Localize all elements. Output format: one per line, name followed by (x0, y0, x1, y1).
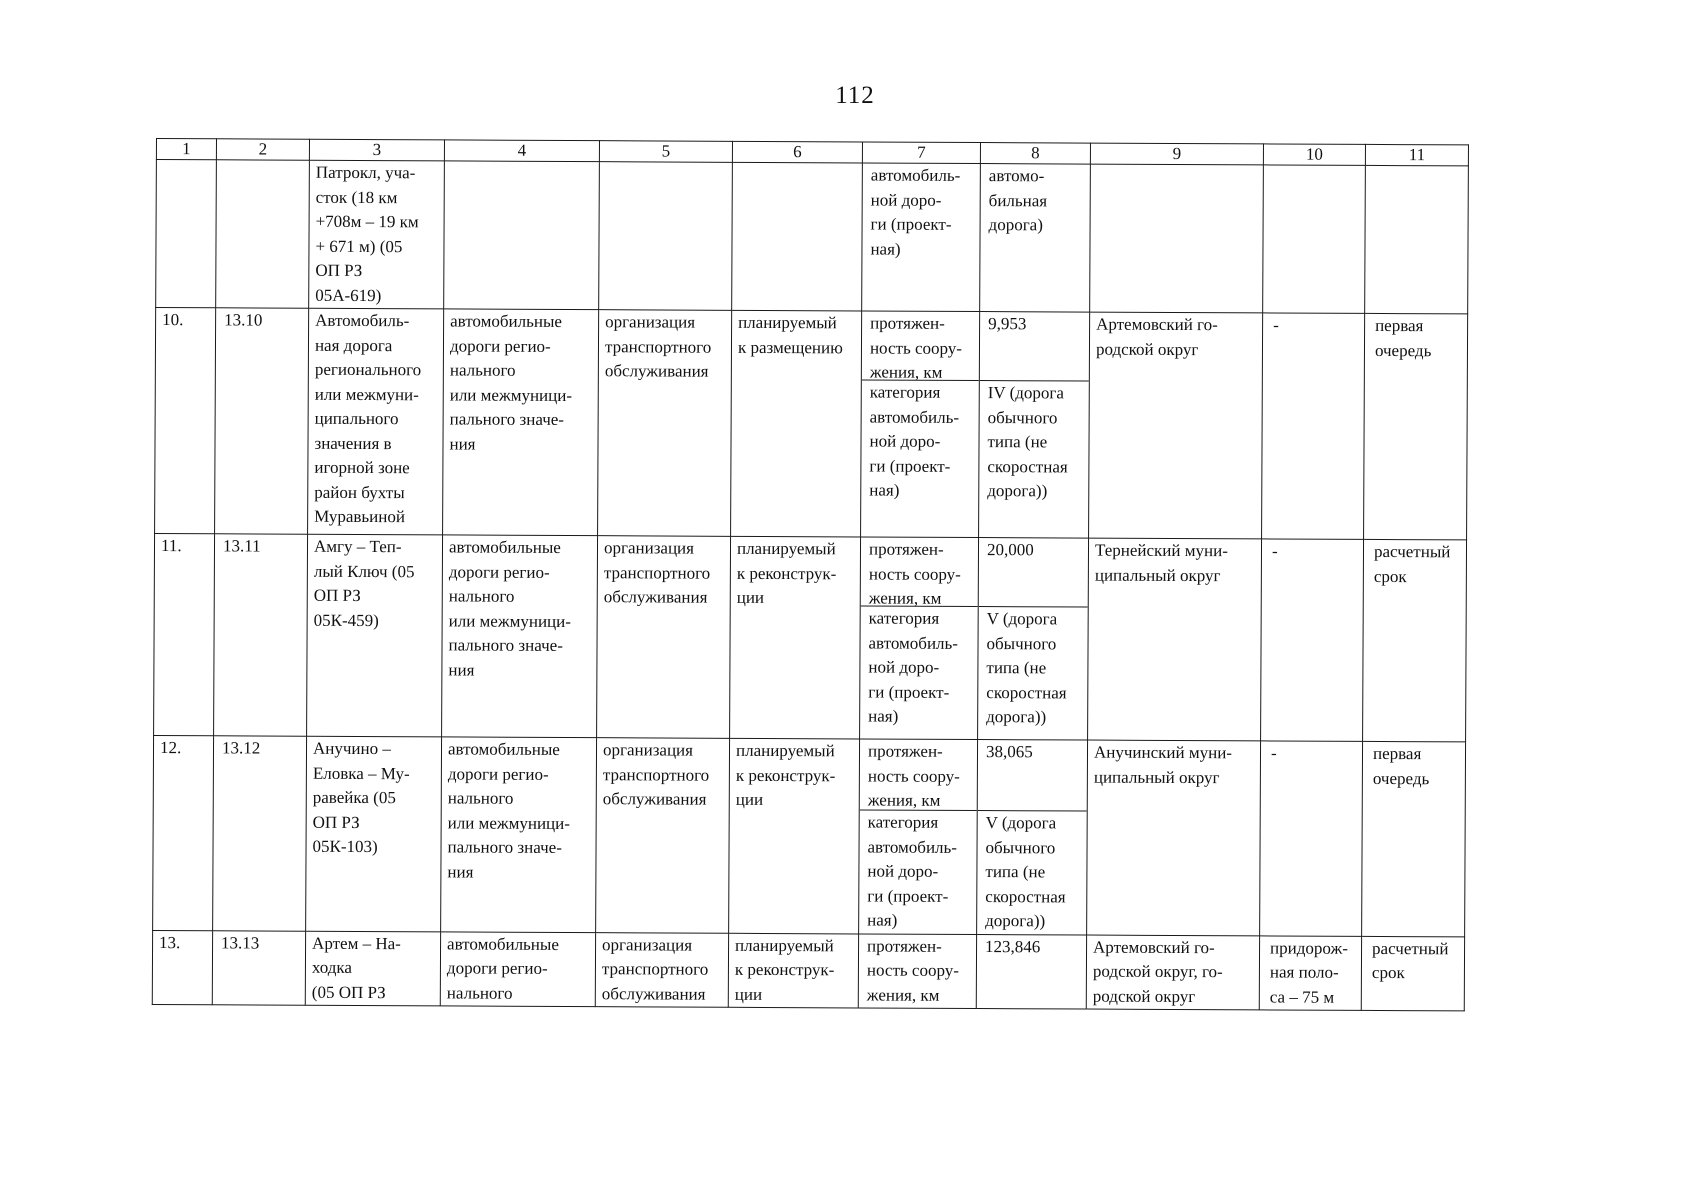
text-line: жения, км (867, 790, 941, 810)
text-line: (05 ОП РЗ (311, 982, 386, 1002)
text-line: - (1273, 315, 1279, 335)
text-line: автомобиль- (870, 165, 961, 185)
text-line: очередь (1372, 768, 1430, 788)
header-cell: 2 (216, 139, 309, 160)
text-line: первая (1372, 743, 1422, 764)
cell-purpose (443, 309, 599, 536)
text-line: ная) (868, 706, 899, 726)
text-line: ная) (867, 910, 898, 930)
header-cell: 11 (1365, 144, 1468, 166)
cell-term (1364, 313, 1468, 540)
text-line: пального значе- (448, 635, 563, 655)
table-row (155, 308, 1468, 540)
document-table (152, 138, 1469, 1011)
text-line: бильная (988, 190, 1048, 210)
text-line: ции (734, 984, 763, 1004)
text-line: жения, км (866, 984, 940, 1005)
cell-empty (732, 162, 863, 311)
text-line: ная) (870, 238, 901, 259)
text-line: к реконструк- (734, 959, 835, 980)
cell-term (1362, 741, 1466, 936)
text-line: расчетный (1373, 541, 1451, 562)
text-line: Тернейский муни- (1094, 540, 1228, 561)
text-line: ность соору- (866, 960, 959, 980)
cell-param-name (862, 163, 981, 312)
cell-param-values (979, 312, 1090, 539)
cell-empty (216, 160, 310, 308)
text-line: родской округ (1095, 339, 1199, 359)
param-cell-top (980, 312, 1089, 382)
cell-param-value (976, 934, 1086, 1009)
text-line: дороги регио- (449, 335, 551, 356)
text-line: очередь (1374, 340, 1432, 360)
cell-row-number: 13. (152, 930, 212, 1005)
text-line: 123,846 (985, 936, 1041, 956)
text-line: автомобильные (447, 739, 560, 759)
cell-zone (1262, 313, 1365, 539)
text-line: категория (868, 608, 940, 628)
text-line: 05К-459) (313, 610, 379, 630)
text-line: к размещению (737, 337, 843, 357)
cell-empty (444, 161, 600, 310)
text-line: ги (проект- (870, 214, 952, 234)
text-line: ции (736, 587, 765, 607)
text-line: организация (602, 740, 694, 760)
text-line: жения, км (869, 362, 943, 382)
text-line: типа (не (985, 862, 1046, 882)
text-line: 05А-619) (315, 285, 382, 305)
text-line: транспортного (604, 336, 712, 357)
text-line: ния (447, 861, 474, 882)
table-row-continuation (156, 160, 1469, 314)
cell-object-name (309, 160, 445, 309)
text-line: ная) (869, 480, 900, 500)
cell-purpose (442, 535, 598, 738)
text-line: Анучино – (312, 738, 391, 759)
cell-term (1361, 936, 1464, 1011)
param-cell-top (979, 538, 1088, 608)
cell-zone (1260, 741, 1363, 936)
text-line: срок (1371, 962, 1405, 983)
cell-param-value (980, 164, 1091, 313)
cell-row-number: 11. (154, 533, 215, 735)
text-line: нального (448, 586, 515, 606)
cell-empty (1090, 164, 1264, 313)
text-line: автомобиль- (869, 406, 960, 427)
text-line: ния (448, 659, 475, 680)
header-cell: 1 (156, 139, 216, 160)
header-cell: 10 (1263, 144, 1365, 165)
text-line: автомобильные (447, 933, 559, 954)
cell-empty (156, 160, 217, 308)
cell-row-number: 12. (153, 735, 214, 930)
text-line: организация (602, 934, 693, 955)
text-line: обслуживания (604, 361, 709, 381)
cell-zone (1261, 539, 1364, 741)
cell-status (731, 310, 862, 537)
cell-object-name (305, 931, 440, 1006)
text-line: V (дорога (985, 813, 1057, 833)
text-line: срок (1373, 566, 1407, 586)
cell-param-values (977, 740, 1088, 935)
text-line: Артем – На- (312, 933, 401, 953)
text-line: ность соору- (867, 765, 960, 786)
text-line: протяжен- (867, 741, 943, 761)
text-line: ходка (311, 957, 353, 977)
cell-param-names (859, 739, 978, 934)
text-line: значения в (314, 433, 392, 453)
param-cell-bottom (861, 380, 979, 503)
header-cell: 7 (862, 142, 980, 164)
text-line: обслуживания (602, 789, 707, 809)
text-line: пального значе- (449, 409, 565, 429)
text-line: к реконструк- (735, 765, 836, 785)
text-line: протяжен- (867, 935, 942, 956)
text-line: Артемовский го- (1093, 937, 1215, 957)
text-line: са – 75 м (1269, 986, 1335, 1007)
text-line: ципального (314, 408, 399, 429)
text-line: нального (447, 788, 514, 808)
table-row (153, 735, 1466, 936)
param-cell-top (978, 740, 1087, 812)
cell-code: 13.13 (212, 930, 305, 1005)
text-line: скоростная (987, 456, 1068, 476)
text-line: обслуживания (603, 587, 708, 607)
text-line: ной доро- (869, 431, 941, 451)
param-cell-bottom (860, 606, 978, 729)
cell-param-names (861, 311, 980, 538)
text-line: дороги регио- (447, 763, 549, 784)
text-line: дорога)) (985, 911, 1046, 931)
cell-empty (599, 162, 733, 311)
text-line: планируемый (736, 538, 836, 559)
text-line: дорога) (988, 215, 1043, 235)
cell-object-name (306, 736, 442, 931)
cell-kind (596, 738, 730, 933)
text-line: ная поло- (1269, 962, 1339, 982)
cell-empty (1263, 165, 1366, 313)
cell-location (1088, 538, 1262, 741)
text-line: организация (605, 312, 696, 332)
text-line: автомобиль- (867, 836, 958, 857)
text-line: ная дорога (314, 335, 393, 355)
header-cell: 9 (1090, 143, 1263, 165)
param-cell-bottom (859, 810, 977, 933)
text-line: Патрокл, уча- (315, 162, 416, 183)
text-line: родской округ (1092, 986, 1196, 1006)
text-line: Муравьиной (314, 506, 406, 527)
cell-term (1363, 539, 1467, 742)
text-line: ОП РЗ (315, 260, 363, 281)
text-line: дорога)) (987, 481, 1048, 501)
text-line: транспортного (602, 764, 710, 785)
cell-location (1086, 935, 1259, 1010)
text-line: ной доро- (867, 861, 939, 881)
text-line: к реконструк- (736, 563, 837, 583)
text-line: нального (449, 360, 516, 380)
text-line: обслуживания (601, 983, 706, 1004)
text-line: жения, км (868, 588, 942, 608)
cell-object-name (308, 308, 444, 535)
text-line: ность соору- (868, 563, 961, 584)
text-line: ной доро- (870, 189, 942, 210)
cell-object-name (307, 534, 443, 737)
cell-kind (598, 310, 732, 537)
text-line: V (дорога (986, 609, 1058, 629)
text-line: ной доро- (868, 657, 940, 677)
cell-location (1087, 740, 1261, 935)
text-line: категория (867, 812, 939, 832)
param-cell-top (860, 739, 977, 811)
text-line: ги (проект- (867, 885, 949, 906)
cell-param-names (860, 537, 979, 740)
cell-kind (597, 536, 731, 739)
cell-purpose (440, 931, 595, 1006)
param-cell-bottom (978, 607, 1088, 730)
text-line: категория (869, 382, 941, 402)
text-line: регионального (314, 359, 422, 380)
cell-param-values (978, 538, 1089, 741)
header-cell: 3 (309, 139, 444, 161)
text-line: 9,953 (988, 314, 1027, 334)
text-line: типа (не (986, 658, 1047, 678)
text-line: придорож- (1270, 937, 1348, 958)
text-line: ОП РЗ (312, 812, 360, 832)
text-line: игорной зоне (314, 457, 410, 478)
text-line: скоростная (985, 886, 1066, 906)
cell-row-number: 10. (155, 308, 216, 534)
text-line: Еловка – Му- (312, 763, 410, 783)
cell-empty (1365, 165, 1469, 314)
cell-param-name (858, 933, 976, 1008)
text-line: планируемый (738, 312, 837, 333)
text-line: или межмуници- (448, 610, 571, 631)
cell-purpose (441, 737, 597, 932)
text-line: транспортного (601, 959, 709, 979)
text-line: + 671 м) (05 (315, 236, 403, 256)
text-line: расчетный (1372, 938, 1449, 958)
text-line: ния (449, 433, 476, 454)
text-line: Артемовский го- (1096, 314, 1218, 335)
text-line: Анучинский муни- (1093, 742, 1233, 763)
param-cell-top (861, 537, 978, 607)
text-line: или межмуници- (449, 384, 573, 405)
text-line: +708м – 19 км (315, 211, 419, 232)
param-cell-bottom (977, 811, 1087, 934)
cell-zone (1259, 935, 1361, 1010)
param-cell-top (862, 311, 979, 381)
text-line: дороги регио- (446, 958, 548, 978)
text-line: ность соору- (869, 337, 963, 358)
text-line: планируемый (735, 740, 835, 761)
text-line: типа (не (987, 432, 1048, 452)
cell-location (1089, 312, 1263, 539)
text-line: лый Ключ (05 (313, 561, 415, 581)
text-line: 38,065 (985, 742, 1033, 762)
header-cell: 5 (599, 141, 732, 163)
text-line: ги (проект- (868, 681, 950, 702)
table-row (152, 930, 1464, 1011)
text-line: - (1270, 743, 1277, 763)
cell-code: 13.12 (213, 736, 307, 931)
text-line: протяжен- (868, 539, 944, 559)
text-line: обычного (985, 837, 1056, 857)
cell-code: 13.11 (214, 534, 308, 736)
text-line: ции (735, 789, 764, 809)
text-line: протяжен- (870, 313, 945, 333)
text-line: первая (1375, 315, 1424, 336)
page-number: 112 (835, 82, 875, 109)
text-line: ги (проект- (869, 455, 951, 476)
cell-status (730, 536, 861, 739)
text-line: или межмуни- (314, 384, 419, 404)
cell-status (729, 738, 860, 933)
text-line: организация (603, 538, 695, 558)
text-line: автомобильные (450, 311, 562, 331)
cell-code: 13.10 (215, 308, 309, 534)
text-line: нального (446, 982, 513, 1003)
header-cell: 4 (444, 140, 599, 162)
text-line: планируемый (735, 935, 834, 955)
table-row (154, 533, 1467, 741)
cell-status (728, 933, 858, 1008)
text-line: - (1271, 541, 1278, 561)
text-line: обычного (987, 407, 1058, 427)
text-line: ципальный округ (1093, 767, 1220, 787)
text-line: Автомобиль- (315, 310, 410, 331)
text-line: родской округ, го- (1092, 961, 1223, 982)
text-line: равейка (05 (312, 787, 396, 808)
text-line: пального значе- (447, 837, 562, 857)
text-line: транспортного (603, 562, 711, 583)
text-line: или межмуници- (447, 812, 571, 833)
text-line: ОП РЗ (313, 585, 361, 606)
text-line: обычного (986, 633, 1057, 653)
param-cell-bottom (979, 381, 1089, 504)
text-line: автомо- (988, 166, 1045, 186)
text-line: дорога)) (986, 707, 1047, 727)
text-line: 20,000 (986, 540, 1034, 560)
header-cell: 6 (732, 141, 862, 163)
text-line: 05К-103) (312, 836, 378, 857)
text-line: автомобиль- (868, 632, 959, 653)
text-line: дороги регио- (448, 561, 550, 582)
text-line: автомобильные (448, 537, 561, 557)
header-cell: 8 (980, 143, 1090, 165)
text-line: ципальный округ (1094, 565, 1221, 585)
text-line: IV (дорога (987, 383, 1065, 403)
text-line: Амгу – Теп- (313, 536, 402, 557)
text-line: сток (18 км (315, 187, 398, 207)
text-line: скоростная (986, 682, 1067, 702)
cell-kind (595, 932, 728, 1007)
text-line: район бухты (314, 482, 405, 502)
